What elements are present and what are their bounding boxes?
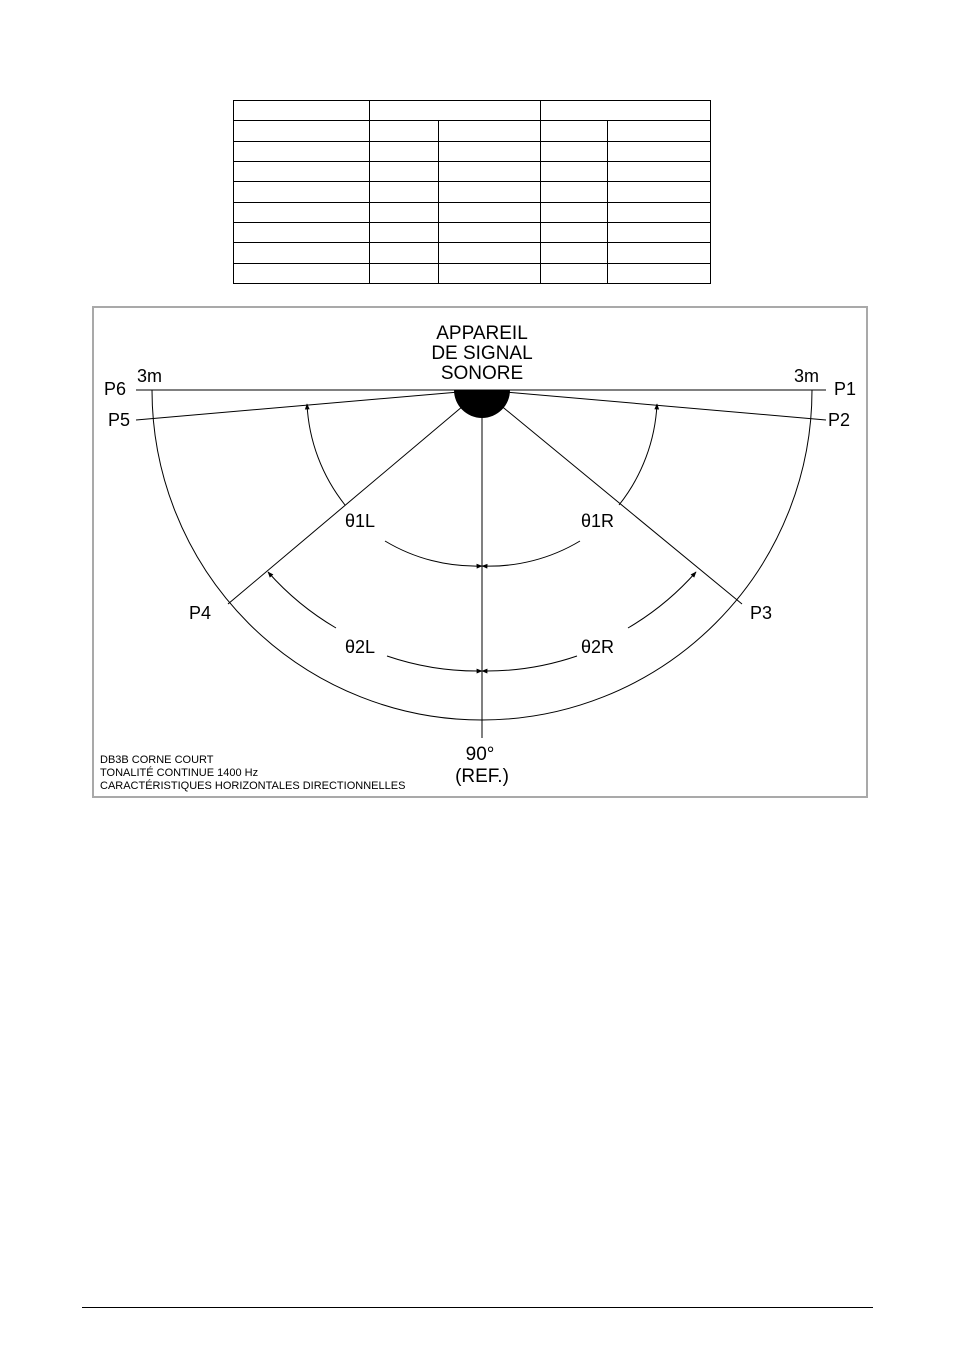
source-title-line-2: DE SIGNAL — [431, 343, 533, 364]
source-title-line-1: APPAREIL — [436, 323, 528, 344]
reference-ref-label: (REF.) — [455, 766, 509, 787]
point-label-p3: P3 — [750, 603, 773, 623]
caption-line-1: DB3B CORNE COURT — [100, 754, 214, 766]
source-title-line-3: SONORE — [440, 363, 524, 384]
point-label-p6: P6 — [104, 379, 127, 399]
angle-label-theta2r: θ2R — [581, 637, 615, 657]
point-label-p5: P5 — [108, 410, 131, 430]
point-label-p1: P1 — [834, 379, 857, 399]
point-label-p4: P4 — [189, 603, 212, 623]
caption-line-2: TONALITÉ CONTINUE 1400 Hz — [100, 767, 259, 779]
caption-line-3: CARACTÉRISTIQUES HORIZONTALES DIRECTIONNELLES — [100, 780, 406, 792]
point-label-p2: P2 — [828, 410, 851, 430]
footer-rule — [82, 1307, 873, 1308]
angle-label-theta1r: θ1R — [581, 511, 615, 531]
reference-angle-label: 90° — [465, 744, 495, 765]
angle-label-theta1l: θ1L — [345, 511, 376, 531]
distance-label-left: 3m — [137, 366, 163, 386]
angle-label-theta2l: θ2L — [345, 637, 376, 657]
distance-label-right: 3m — [794, 366, 820, 386]
